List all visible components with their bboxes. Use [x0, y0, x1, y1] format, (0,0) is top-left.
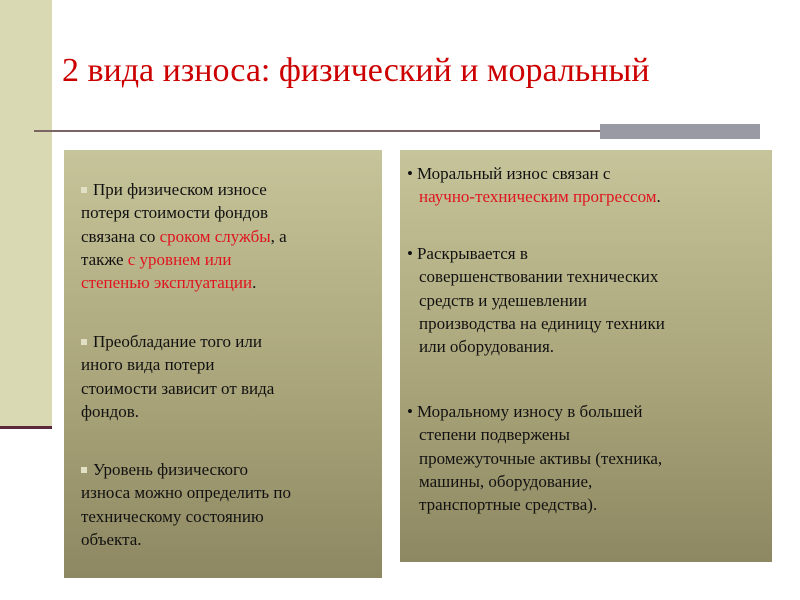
text-segment: также: [81, 249, 128, 269]
text-line: производства на единицу техники: [419, 313, 665, 333]
moral-wear-point-1: [407, 162, 767, 209]
text-line: [407, 242, 767, 265]
physical-wear-point-2: [81, 330, 371, 423]
text-line: объекта.: [81, 529, 142, 549]
round-bullet-icon: •: [407, 402, 413, 421]
text-line: [407, 400, 767, 423]
text-line: фондов.: [81, 401, 140, 421]
text-line: стоимости зависит от вида: [81, 378, 275, 398]
physical-wear-point-3: [81, 458, 371, 551]
moral-wear-panel: [400, 150, 772, 562]
text-line: промежуточные активы (техника,: [419, 448, 663, 468]
highlight-usage-degree: степенью эксплуатации: [81, 273, 253, 293]
physical-wear-point-1: [81, 178, 371, 294]
text-segment: Раскрывается в: [416, 244, 528, 263]
text-line: транспортные средства).: [419, 495, 598, 515]
square-bullet-icon: [81, 187, 87, 193]
text-line: [407, 162, 767, 185]
text-line: [81, 458, 371, 481]
text-line: или оборудования.: [419, 337, 555, 357]
text-line: [81, 178, 371, 201]
title-accent-bar: [600, 124, 760, 139]
text-line: [81, 248, 371, 271]
moral-wear-point-2: [407, 242, 767, 358]
highlight-service-life: сроком службы: [159, 226, 271, 246]
text-line: степени подвержены: [419, 425, 570, 445]
text-segment: Моральному износу в большей: [416, 402, 643, 421]
square-bullet-icon: [81, 339, 87, 345]
round-bullet-icon: •: [407, 244, 413, 263]
text-line: [407, 185, 767, 208]
left-decorative-strip: [0, 0, 52, 428]
highlight-scientific-progress: научно-техническим прогрессом: [419, 187, 657, 207]
text-segment: связана со: [81, 226, 160, 246]
text-line: машины, оборудование,: [419, 471, 593, 491]
text-line: совершенствовании технических: [419, 267, 659, 287]
text-segment: .: [252, 273, 257, 293]
text-segment: Уровень физического: [93, 460, 249, 479]
text-line: [81, 271, 371, 294]
moral-wear-point-3: [407, 400, 767, 516]
square-bullet-icon: [81, 467, 87, 473]
text-line: потеря стоимости фондов: [81, 203, 269, 223]
text-line: [81, 330, 371, 353]
text-segment: , а: [270, 226, 287, 246]
text-line: техническому состоянию: [81, 506, 264, 526]
round-bullet-icon: •: [407, 164, 413, 183]
text-segment: Преобладание того или: [93, 332, 262, 351]
text-line: [81, 225, 371, 248]
text-segment: При физическом износе: [93, 180, 267, 199]
text-segment: Моральный износ связан с: [416, 164, 611, 183]
text-line: иного вида потери: [81, 355, 215, 375]
text-line: износа можно определить по: [81, 483, 292, 503]
text-line: средств и удешевлении: [419, 290, 587, 310]
text-segment: .: [656, 187, 661, 207]
slide-title: 2 вида износа: физический и моральный: [62, 52, 650, 89]
physical-wear-panel: [64, 150, 382, 578]
left-strip-divider: [0, 426, 52, 429]
highlight-usage-level: с уровнем или: [127, 249, 232, 269]
